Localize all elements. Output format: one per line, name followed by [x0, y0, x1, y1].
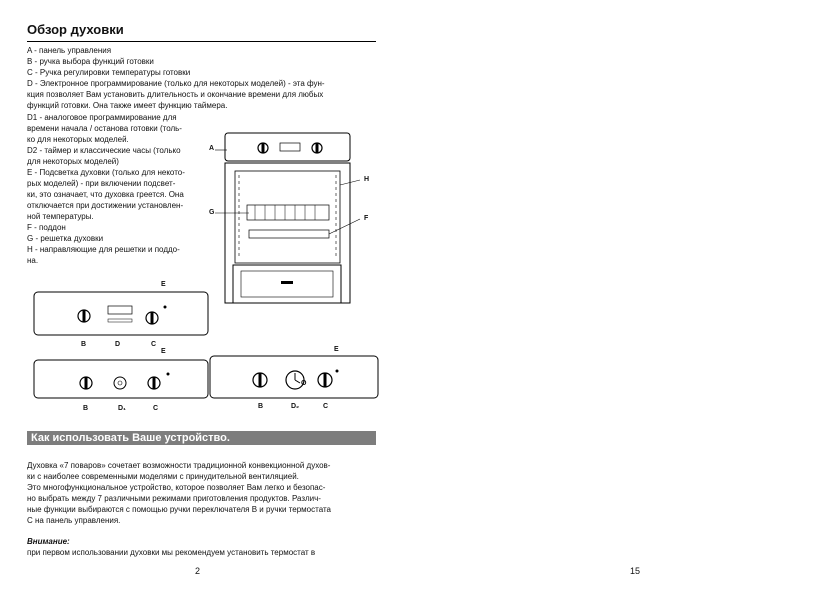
- label-c-2: C: [153, 405, 159, 412]
- legend-d1-line3: ко для некоторых моделей.: [27, 135, 129, 144]
- label-g: G: [209, 209, 215, 216]
- label-e-2: E: [161, 348, 166, 355]
- legend-a: A - панель управления: [27, 46, 112, 55]
- label-f: F: [364, 215, 369, 222]
- body-line-5: ные функции выбираются с помощью ручки переключателя B и ручки термостата: [27, 505, 331, 514]
- legend-e-line1: E - Подсветка духовки (только для некото-: [27, 168, 185, 177]
- legend-d2-line1: D2 - таймер и классические часы (только: [27, 146, 181, 155]
- legend-d1-line1: D1 - аналоговое программирование для: [27, 113, 177, 122]
- page-number-right: 15: [630, 566, 641, 576]
- body-line-2: ки с наиболее современными моделями с принудительной вентиляцией.: [27, 472, 299, 481]
- control-panel-variant-3: [210, 356, 380, 400]
- legend-d-line3: функций готовки. Она также имеет функцию таймера.: [27, 101, 228, 110]
- control-panel-variant-1: [34, 292, 209, 336]
- label-o: O: [301, 380, 307, 387]
- label-b-3: B: [258, 403, 264, 410]
- control-panel-variant-2: [34, 360, 209, 400]
- label-h: H: [364, 176, 370, 183]
- label-b-2: B: [83, 405, 89, 412]
- page-number-left: 2: [195, 566, 201, 576]
- body-line-6: C на панель управления.: [27, 516, 121, 525]
- legend-g: G - решетка духовки: [27, 234, 104, 243]
- section-header: Как использовать Ваше устройство.: [27, 431, 376, 445]
- attention-label: Внимание:: [27, 537, 70, 546]
- label-d2: D₂: [291, 403, 300, 410]
- legend-d2-line2: для некоторых моделей): [27, 157, 119, 166]
- legend-e-line3: ки, это означает, что духовка греется. Она: [27, 190, 184, 199]
- label-e-1: E: [161, 281, 166, 288]
- oven-diagram: [205, 125, 380, 305]
- legend-h-line2: на.: [27, 256, 39, 265]
- label-e-3: E: [334, 346, 339, 353]
- legend-f: F - поддон: [27, 223, 66, 232]
- legend-d1-line2: времени начала / останова готовки (толь-: [27, 124, 182, 133]
- label-d1: D₁: [118, 405, 126, 412]
- title-divider: [27, 41, 376, 42]
- legend-h-line1: H - направляющие для решетки и поддо-: [27, 245, 180, 254]
- label-c-1: C: [151, 341, 157, 348]
- legend-e-line4: отключается при достижении установлен-: [27, 201, 184, 210]
- body-line-3: Это многофункциональное устройство, которое позволяет Вам легко и безопас-: [27, 483, 326, 492]
- legend-c: C - Ручка регулировки температуры готовки: [27, 68, 191, 77]
- legend-d-line2: кция позволяет Вам установить длительность и окончание времени для любых: [27, 90, 324, 99]
- legend-d-line1: D - Электронное программирование (только для некоторых моделей) - эта фун-: [27, 79, 325, 88]
- label-a: A: [209, 145, 215, 152]
- attention-text: при первом использовании духовки мы рекомендуем установить термостат в: [27, 548, 316, 557]
- legend-b: B - ручка выбора функций готовки: [27, 57, 154, 66]
- label-d-1: D: [115, 341, 121, 348]
- page-title: Обзор духовки: [27, 22, 124, 37]
- body-line-1: Духовка «7 поваров» сочетает возможности традиционной конвекционной духов-: [27, 461, 331, 470]
- body-line-4: но выбрать между 7 различными режимами приготовления продуктов. Различ-: [27, 494, 321, 503]
- label-b-1: B: [81, 341, 87, 348]
- legend-e-line2: рых моделей) - при включении подсвет-: [27, 179, 176, 188]
- legend-e-line5: ной температуры.: [27, 212, 94, 221]
- label-c-3: C: [323, 403, 329, 410]
